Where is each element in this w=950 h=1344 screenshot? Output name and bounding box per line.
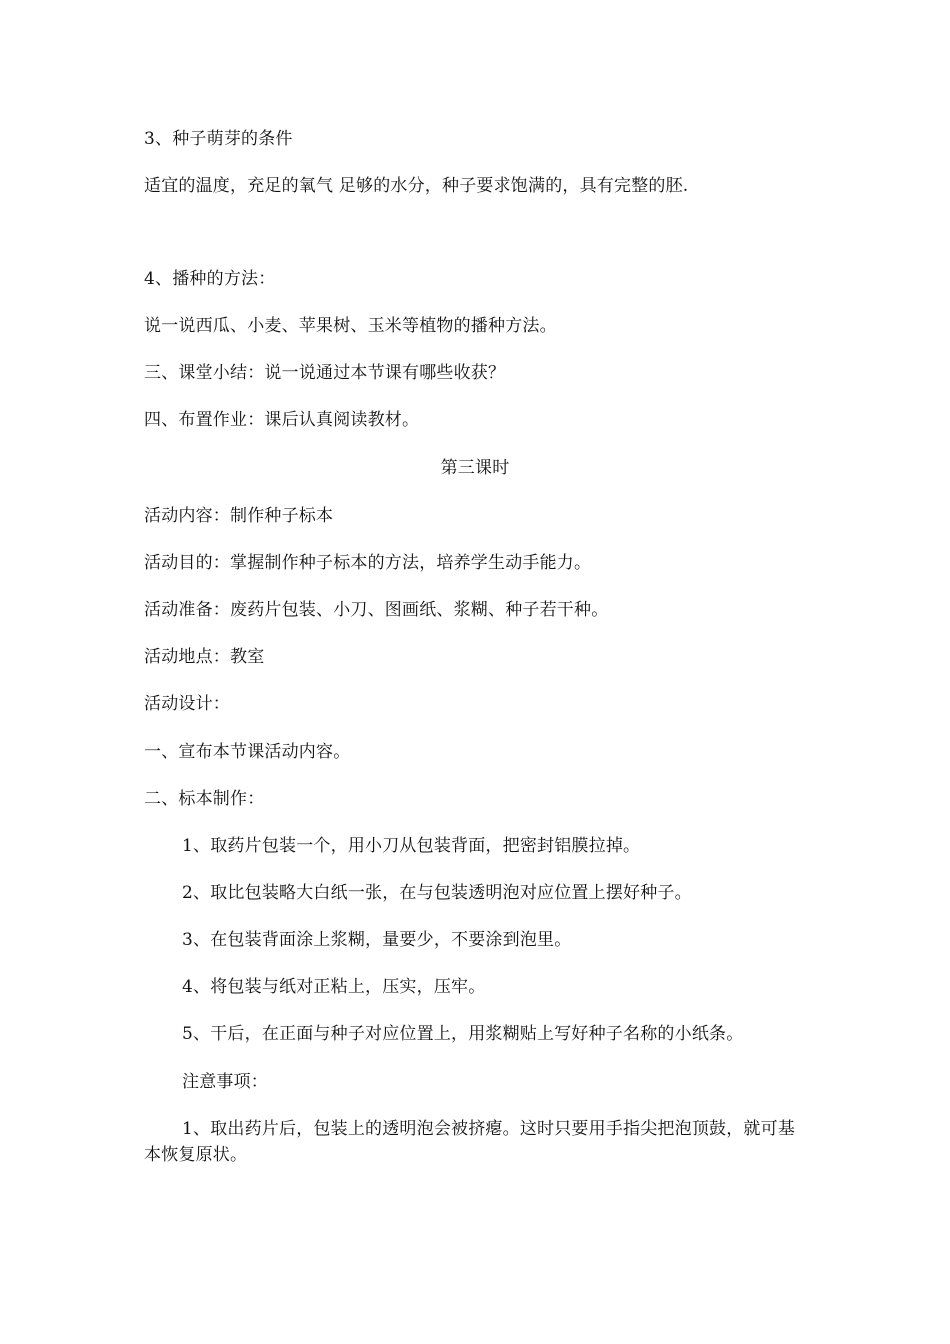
heading-germination-conditions: 3、种子萌芽的条件 [144,129,293,149]
lesson-title: 第三课时 [440,458,510,478]
activity-purpose: 活动目的：掌握制作种子标本的方法，培养学生动手能力。 [144,553,592,573]
notes-title: 注意事项： [182,1072,268,1092]
paragraph-germination-conditions: 适宜的温度，充足的氧气 足够的水分，种子要求饱满的，具有完整的胚. [144,176,689,196]
heading-sowing-methods: 4、播种的方法： [144,269,276,289]
list-item: 5、干后，在正面与种子对应位置上，用浆糊贴上写好种子名称的小纸条。 [182,1024,744,1044]
list-item: 4、将包装与纸对正粘上，压实，压牢。 [182,977,486,997]
note-item: 1、取出药片后，包装上的透明泡会被挤瘪。这时只要用手指尖把泡顶鼓，就可基本恢复原状。 [144,1119,796,1165]
activity-design: 活动设计： [144,694,230,714]
list-item: 1、取药片包装一个，用小刀从包装背面，把密封铝膜拉掉。 [182,836,641,856]
paragraph-sowing-methods: 说一说西瓜、小麦、苹果树、玉米等植物的播种方法。 [144,316,557,336]
activity-content: 活动内容：制作种子标本 [144,506,334,526]
activity-preparation: 活动准备：废药片包装、小刀、图画纸、浆糊、种子若干种。 [144,600,609,620]
list-item: 3、在包装背面涂上浆糊，量要少，不要涂到泡里。 [182,930,572,950]
paragraph-class-summary: 三、课堂小结：说一说通过本节课有哪些收获？ [144,363,506,383]
list-item: 2、取比包装略大白纸一张，在与包装透明泡对应位置上摆好种子。 [182,883,692,903]
activity-location: 活动地点：教室 [144,647,265,667]
section-specimen-making: 二、标本制作： [144,789,265,809]
section-announce: 一、宣布本节课活动内容。 [144,742,351,762]
paragraph-homework: 四、布置作业：课后认真阅读教材。 [144,410,420,430]
